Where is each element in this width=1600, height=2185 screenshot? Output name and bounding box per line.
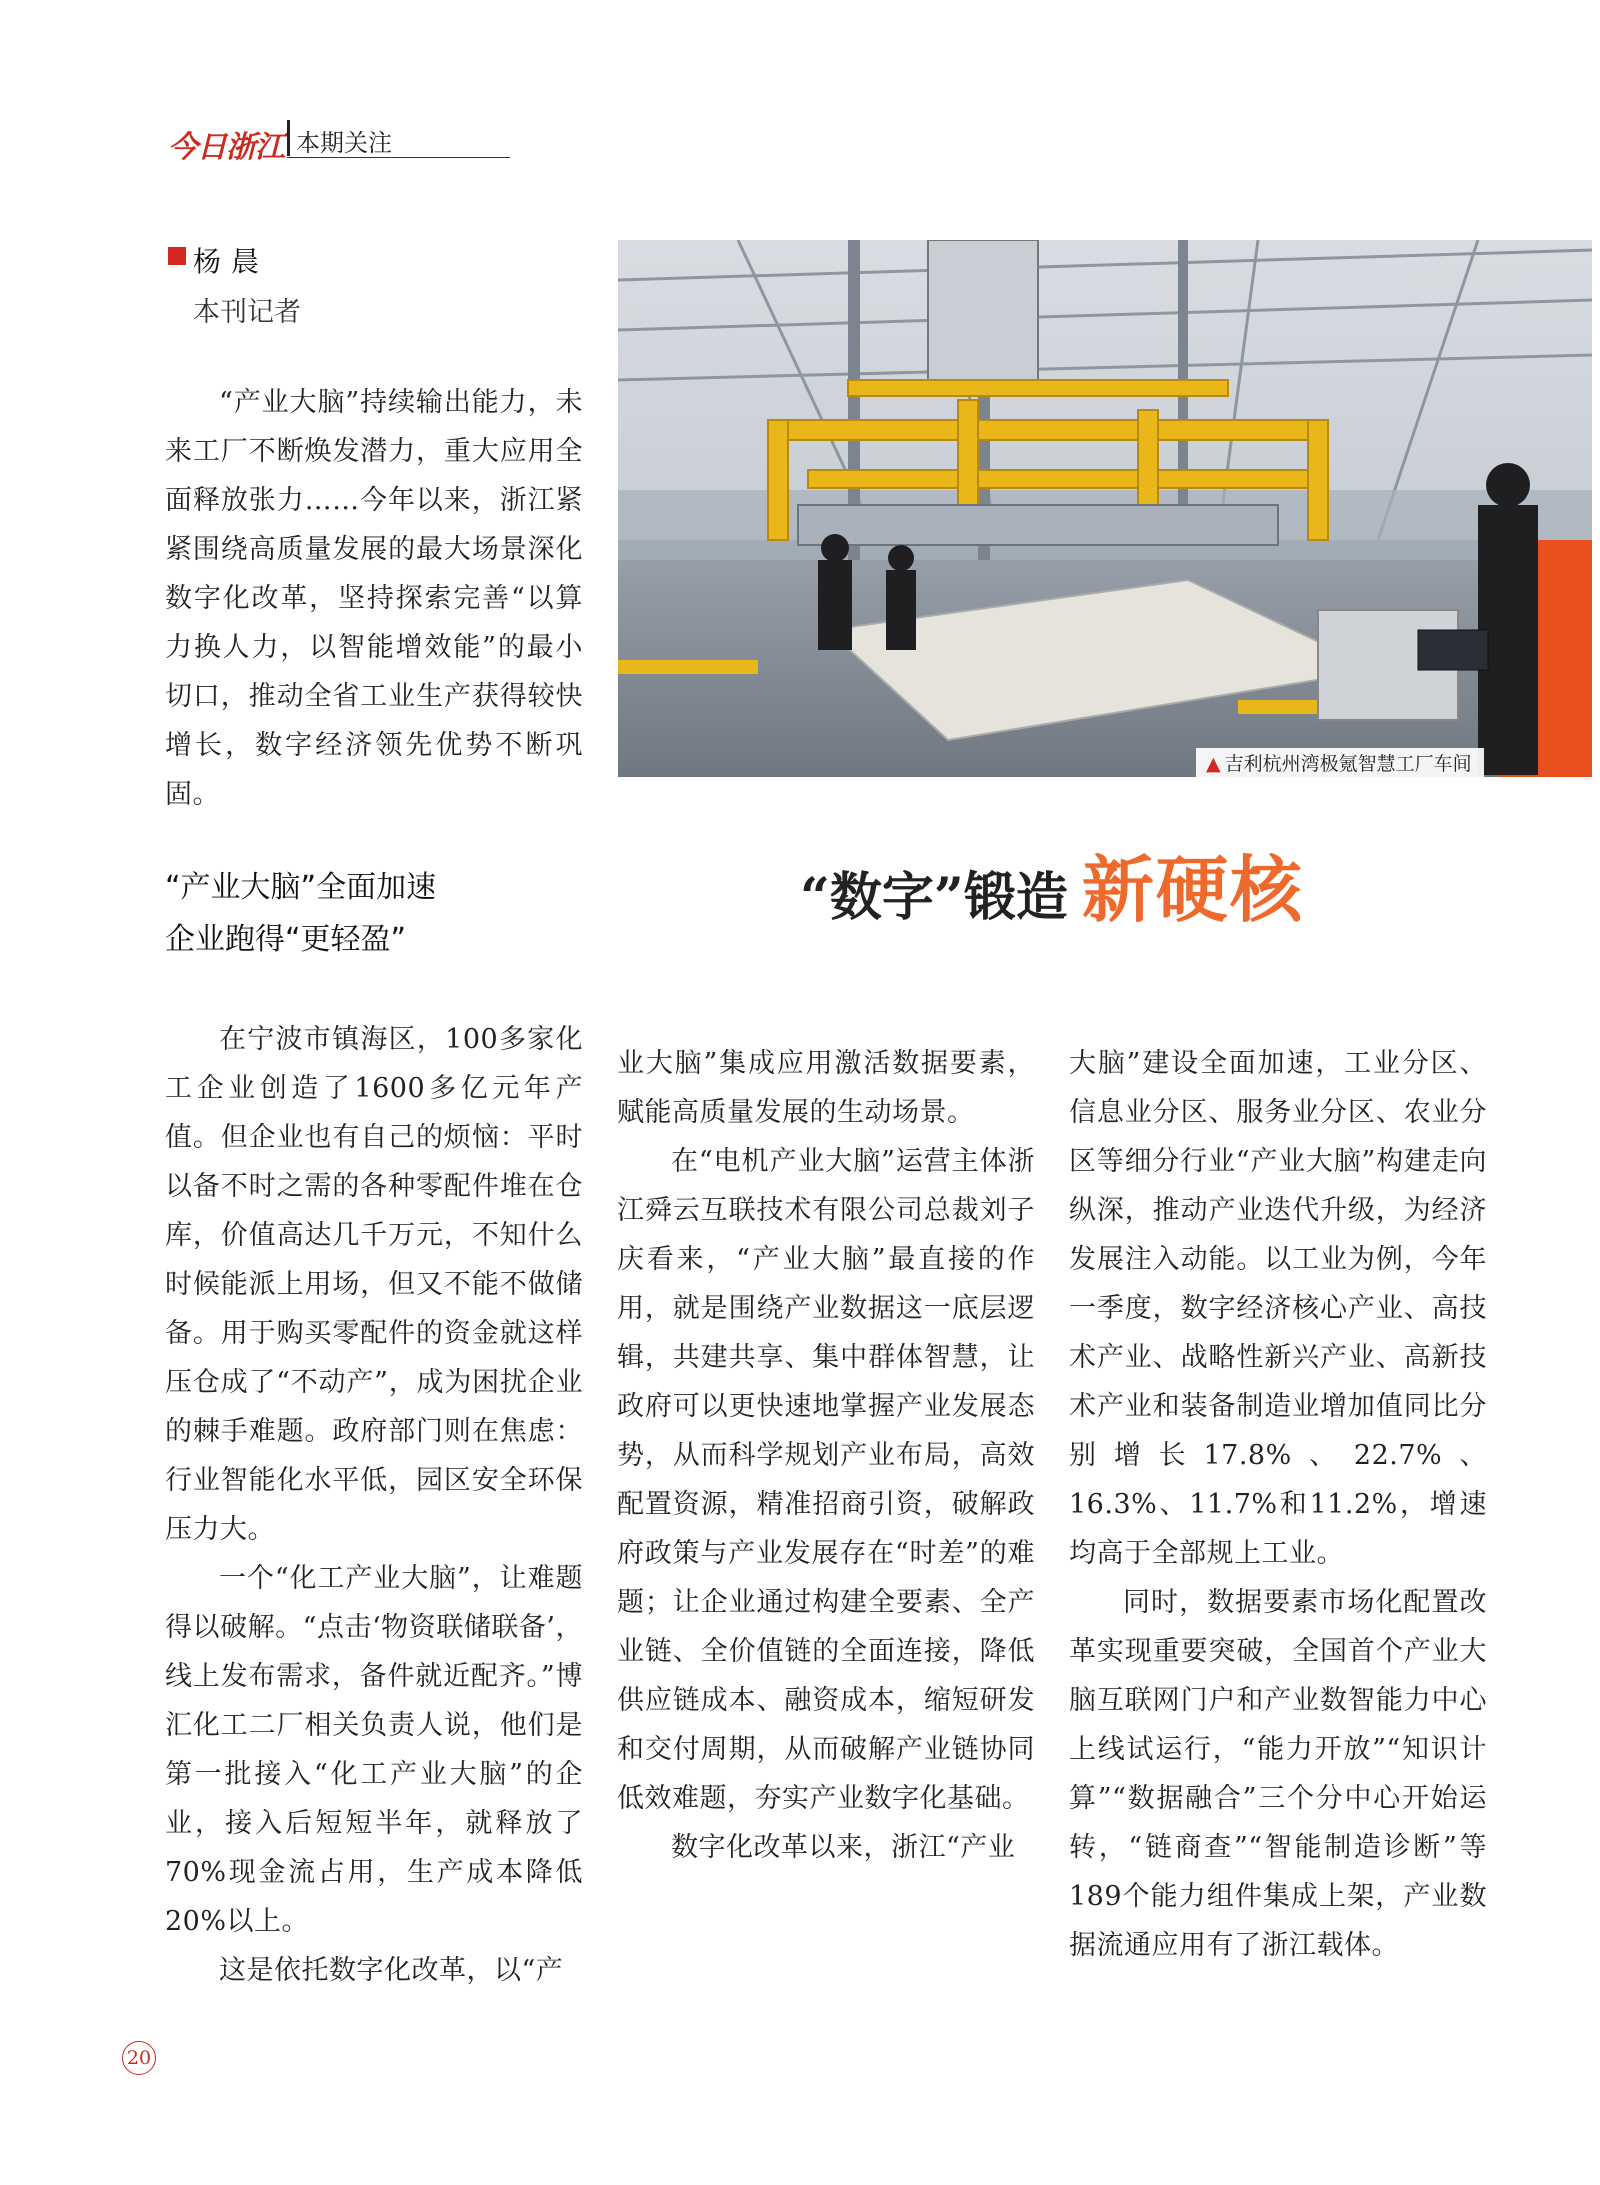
- headline-highlight: 新硬核: [1081, 848, 1304, 932]
- body-paragraph: 大脑”建设全面加速，工业分区、信息业分区、服务业分区、农业分区等细分行业“产业大脑”构建走向纵深，推动产业迭代升级，为经济发展注入动能。以工业为例，今年一季度，数字经济核心产业、高技术产业、战略性新兴产业、高新技术产业和装备制造业增加值同比分别增长17.8%、22.7%、16.3%、11.7%和11.2%，增速均高于全部规上工业。: [1069, 1048, 1487, 1569]
- article-headline: [800, 850, 1304, 938]
- subheading-line-1: “产业大脑”全面加速: [165, 870, 437, 905]
- factory-photo-illustration: [618, 240, 1592, 777]
- body-paragraph: 业大脑”集成应用激活数据要素，赋能高质量发展的生动场景。: [617, 1048, 1035, 1128]
- text-column-left: [165, 1015, 583, 1995]
- factory-photo: [618, 240, 1592, 777]
- caption-triangle-icon: ▲: [1206, 753, 1221, 775]
- body-paragraph: 在宁波市镇海区，100多家化工企业创造了1600多亿元年产值。但企业也有自己的烦恼：平时以备不时之需的各种零配件堆在仓库，价值高达几千万元，不知什么时候能派上用场，但又不能不做储备。用于购买零配件的资金就这样压仓成了“不动产”，成为困扰企业的棘手难题。政府部门则在焦虑：行业智能化水平低，园区安全环保压力大。: [165, 1024, 583, 1545]
- body-paragraph: 同时，数据要素市场化配置改革实现重要突破，全国首个产业大脑互联网门户和产业数智能力中心上线试运行，“能力开放”“知识计算”“数据融合”三个分中心开始运转，“链商查”“智能制造诊断”等189个能力组件集成上架，产业数据流通应用有了浙江载体。: [1069, 1587, 1487, 1961]
- byline-marker-icon: [168, 247, 186, 265]
- subheading-line-2: 企业跑得“更轻盈”: [165, 922, 407, 957]
- lead-paragraph: “产业大脑”持续输出能力，未来工厂不断焕发潜力，重大应用全面释放张力……今年以来，浙江紧紧围绕高质量发展的最大场景深化数字化改革，坚持探索完善“以算力换人力，以智能增效能”的最小切口，推动全省工业生产获得较快增长，数字经济领先优势不断巩固。: [165, 387, 583, 810]
- author-name: 杨晨: [193, 245, 270, 278]
- photo-caption: [1196, 748, 1484, 780]
- body-paragraph: 数字化改革以来，浙江“产业: [671, 1832, 1016, 1863]
- masthead-divider: [287, 120, 290, 156]
- author-role: 本刊记者: [193, 297, 301, 328]
- photo-caption-text: 吉利杭州湾极氪智慧工厂车间: [1224, 753, 1472, 775]
- body-paragraph: 在“电机产业大脑”运营主体浙江舜云互联技术有限公司总裁刘子庆看来，“产业大脑”最直接的作用，就是围绕产业数据这一底层逻辑，共建共享、集中群体智慧，让政府可以更快速地掌握产业发展态势，从而科学规划产业布局，高效配置资源，精准招商引资，破解政府政策与产业发展存在“时差”的难题；让企业通过构建全要素、全产业链、全价值链的全面连接，降低供应链成本、融资成本，缩短研发和交付周期，从而破解产业链协同低效难题，夯实产业数字化基础。: [617, 1146, 1035, 1814]
- magazine-logo: 今日浙江: [168, 130, 284, 165]
- lead-column: [165, 378, 583, 819]
- masthead-rule: [287, 157, 510, 158]
- body-paragraph: 一个“化工产业大脑”，让难题得以破解。“点击‘物资联储联备’，线上发布需求，备件就近配齐。”博汇化工二厂相关负责人说，他们是第一批接入“化工产业大脑”的企业，接入后短短半年，就释放了70%现金流占用，生产成本降低20%以上。: [165, 1563, 583, 1937]
- section-title: 本期关注: [296, 129, 392, 157]
- headline-main: “数字”锻造: [800, 867, 1068, 928]
- section-subheading: [165, 862, 595, 966]
- page-number: 20: [122, 2041, 156, 2075]
- text-column-right: [1069, 1039, 1487, 1970]
- body-paragraph: 这是依托数字化改革，以“产: [219, 1955, 564, 1986]
- text-column-middle: [617, 1039, 1035, 1872]
